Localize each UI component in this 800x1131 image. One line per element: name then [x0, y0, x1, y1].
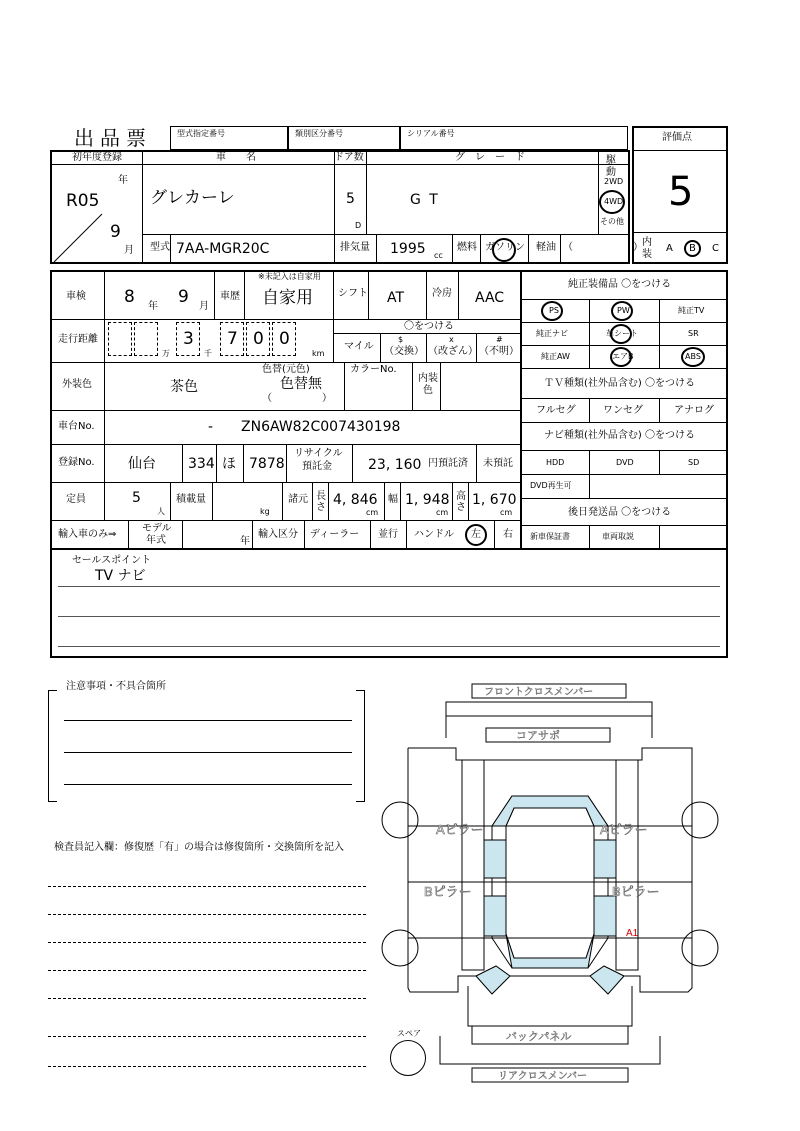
interior-grade-a: A	[666, 243, 673, 254]
navi-hdd: HDD	[546, 458, 565, 467]
tv-oneseg: ワンセグ	[603, 405, 643, 416]
navi-sd: SD	[688, 458, 700, 467]
later-manual: 車両取説	[602, 532, 634, 541]
equip-abs-circle	[681, 347, 705, 367]
history-value: 自家用	[262, 288, 313, 308]
category-label: 類別区分番号	[295, 129, 343, 138]
capacity-label: 定員	[66, 494, 86, 505]
mileage-digit-4: 7	[227, 329, 238, 349]
handle-label: ハンドル	[414, 529, 454, 540]
mileage-sen: 千	[204, 349, 212, 358]
height-value: 1, 670	[472, 492, 517, 508]
interior-label-2: 装	[642, 249, 652, 260]
equip-pw-circle	[611, 301, 633, 321]
tv-analog: アナログ	[674, 405, 714, 416]
equip-aw: 純正AW	[541, 352, 570, 361]
mileage-digit-6: 0	[279, 329, 290, 349]
length-value: 4, 846	[333, 492, 378, 508]
name-label: 車 名	[216, 152, 256, 163]
mileage-digits	[108, 322, 328, 360]
spare-label: スペア	[397, 1029, 421, 1038]
chassis-label: 車台No.	[58, 421, 95, 432]
dims-label: 諸元	[288, 494, 308, 505]
category-box	[288, 126, 400, 150]
equip-airbag-circle	[610, 347, 632, 367]
mileage-opt-sym-3: #	[496, 335, 503, 344]
interior-grade-c: C	[712, 243, 719, 254]
drive-circle	[599, 190, 625, 214]
serial-box	[400, 126, 628, 150]
length-unit: cm	[366, 508, 379, 517]
tv-fullseg: フルセグ	[536, 405, 576, 416]
mileage-opt-sym-1: $	[398, 335, 404, 344]
handle-left: 左	[471, 529, 481, 540]
light-oil-paren: （ ）	[563, 242, 643, 253]
light-oil-label: 軽油	[536, 242, 556, 253]
load-label: 積載量	[176, 494, 206, 505]
repaint-label: 色替(元色)	[262, 364, 310, 375]
equip-airbag: エアB	[612, 352, 634, 361]
color-no-label: カラーNo.	[350, 364, 397, 375]
navi-dvd: DVD	[616, 458, 634, 467]
capacity-value: 5	[132, 490, 141, 506]
reg-area: 仙台	[128, 456, 156, 472]
model-value: 7AA-MGR20C	[176, 241, 270, 257]
exterior-label: 外装色	[62, 379, 92, 390]
sales-point-value: TV ナビ	[95, 568, 146, 584]
width-unit: cm	[436, 508, 449, 517]
dealer-label: ディーラー	[310, 529, 360, 540]
width-label: 幅	[388, 494, 398, 505]
inspection-label: 車検	[66, 291, 86, 302]
repaint-paren: （ ）	[262, 393, 332, 404]
interior-grade-circle	[684, 240, 701, 257]
b-pillar-right-label: Bピラー	[612, 884, 660, 899]
equip-pw: PW	[617, 306, 630, 315]
mileage-mark-label: 〇をつける	[404, 321, 454, 332]
navi-dvd-play: DVD再生可	[530, 481, 572, 490]
equip-ps-circle	[541, 301, 563, 321]
interior-grade-b: B	[689, 243, 696, 254]
equip-navi: 純正ナビ	[536, 329, 568, 338]
fuel-circle	[492, 238, 516, 262]
recycle-label-2: 預託金	[302, 461, 332, 472]
mileage-label: 走行距離	[58, 334, 98, 345]
history-note: ※未記入は自家用	[258, 272, 321, 281]
handle-right: 右	[503, 529, 513, 540]
core-support-label: コアサポ	[516, 730, 560, 742]
interior-color-label-1: 内装	[418, 373, 438, 384]
ac-label: 冷房	[432, 288, 452, 299]
year-value: R05	[66, 191, 100, 211]
import-type-label: 輸入区分	[258, 529, 298, 540]
fuel-label: 燃料	[457, 242, 477, 253]
equip-leather-circle	[610, 324, 632, 344]
reg-number: 7878	[249, 456, 285, 472]
caution-bracket-left	[48, 690, 57, 802]
equip-leather: 革シート	[606, 329, 638, 338]
month-value: 9	[110, 222, 121, 242]
interior-color-label-2: 色	[423, 385, 433, 396]
repaint-value: 色替無	[280, 376, 322, 392]
grade-label: グ レ ー ド	[455, 152, 525, 163]
equip-tv: 純正TV	[678, 306, 705, 315]
equip-ps: PS	[549, 306, 559, 315]
a-pillar-right-label: Aピラー	[600, 822, 648, 837]
drive-label-2: 動	[606, 167, 616, 178]
load-unit: kg	[260, 507, 270, 516]
inspection-month: 9	[178, 287, 189, 307]
model-label: 型式	[150, 242, 170, 253]
mileage-mile: マイル	[344, 341, 374, 352]
drive-option-2wd: 2WD	[604, 177, 624, 186]
shift-value: AT	[387, 290, 405, 306]
parallel-label: 並行	[378, 529, 398, 540]
recycle-unpaid: 未預託	[483, 458, 513, 469]
navi-title: ナビ種類(社外品含む) 〇をつける	[544, 430, 695, 441]
type-designation-label: 型式指定番号	[177, 129, 225, 138]
rating-value: 5	[668, 169, 694, 215]
equip-abs: ABS	[685, 352, 701, 361]
ac-value: AAC	[475, 290, 505, 306]
interior-label-1: 内	[642, 237, 652, 248]
import-label: 輸入車のみ⇒	[58, 529, 117, 540]
height-label: 高さ	[456, 491, 466, 513]
model-year-unit: 年	[240, 536, 250, 547]
form-title: 出品票	[74, 126, 152, 150]
b-pillar-left-label: Bピラー	[424, 884, 472, 899]
sales-point-label: セールスポイント	[72, 555, 152, 566]
doors-unit: D	[355, 221, 362, 230]
handle-circle	[465, 524, 487, 546]
mileage-digit-5: 0	[253, 329, 264, 349]
mileage-man: 万	[162, 349, 170, 358]
doors-value: 5	[346, 191, 355, 207]
history-label: 車歴	[220, 291, 240, 302]
inspection-year: 8	[124, 287, 135, 307]
mileage-digit-3: 3	[183, 329, 194, 349]
exterior-value: 茶色	[170, 379, 198, 395]
a-pillar-left-label: Aピラー	[436, 822, 484, 837]
height-unit: cm	[500, 508, 513, 517]
chassis-value: - ZN6AW82C007430198	[208, 419, 401, 435]
inspector-label: 検査員記入欄：修復歴「有」の場合は修復箇所・交換箇所を記入	[54, 842, 344, 853]
sales-point-block	[50, 548, 728, 658]
mileage-km: km	[312, 349, 325, 358]
reg-kana: ほ	[222, 456, 236, 472]
name-value: グレカーレ	[150, 188, 235, 208]
rear-cross-label: リアクロスメンバー	[498, 1071, 587, 1082]
mileage-opt-3: （不明）	[479, 346, 519, 357]
type-designation-box	[170, 126, 288, 150]
displacement-unit: cc	[434, 251, 443, 260]
inspection-year-unit: 年	[148, 301, 158, 312]
recycle-label-1: リサイクル	[294, 448, 343, 459]
month-unit: 月	[124, 245, 134, 256]
later-warranty: 新車保証書	[530, 532, 570, 541]
displacement-label: 排気量	[340, 242, 370, 253]
caution-bracket-right	[356, 690, 365, 802]
reg-no-label: 登録No.	[58, 457, 95, 468]
spare-circle	[390, 1040, 426, 1076]
model-year-label-2: 年式	[146, 535, 166, 546]
inspection-month-unit: 月	[199, 301, 209, 312]
drive-option-other: その他	[600, 217, 624, 226]
grade-value: G T	[410, 192, 440, 208]
rating-label: 評価点	[662, 132, 692, 143]
mileage-opt-1: （交換）	[384, 346, 424, 357]
caution-label: 注意事項・不具合箇所	[66, 681, 166, 692]
front-cross-label: フロントクロスメンバー	[484, 687, 594, 698]
displacement-value: 1995	[390, 241, 426, 257]
recycle-value: 23, 160	[368, 457, 422, 473]
reg-class: 334	[188, 456, 215, 472]
shift-label: シフト	[338, 288, 368, 299]
first-reg-label: 初年度登録	[72, 152, 122, 163]
mileage-opt-2: （改ざん）	[428, 346, 478, 357]
equipment-title: 純正装備品 〇をつける	[568, 279, 672, 290]
capacity-unit: 人	[157, 507, 165, 516]
recycle-unit: 円預託済	[428, 458, 468, 469]
drive-label-1: 駆	[606, 155, 616, 166]
year-unit: 年	[118, 175, 128, 186]
mark-a1: A1	[626, 928, 639, 939]
date-slash	[52, 210, 142, 264]
doors-label: ドア数	[334, 152, 364, 163]
drive-option-4wd: 4WD	[604, 197, 624, 206]
model-year-label-1: モデル	[142, 523, 172, 534]
mileage-opt-sym-2: x	[449, 335, 454, 344]
serial-label: シリアル番号	[407, 129, 455, 138]
length-label: 長さ	[316, 491, 326, 513]
equip-sr: SR	[688, 329, 699, 338]
back-panel-label: バックパネル	[506, 1031, 572, 1043]
width-value: 1, 948	[405, 492, 450, 508]
fuel-value: ガソリン	[485, 242, 525, 253]
later-title: 後日発送品 〇をつける	[568, 507, 672, 518]
tv-title: ＴＶ種類(社外品含む) 〇をつける	[544, 378, 695, 389]
car-diagram	[380, 676, 720, 1086]
